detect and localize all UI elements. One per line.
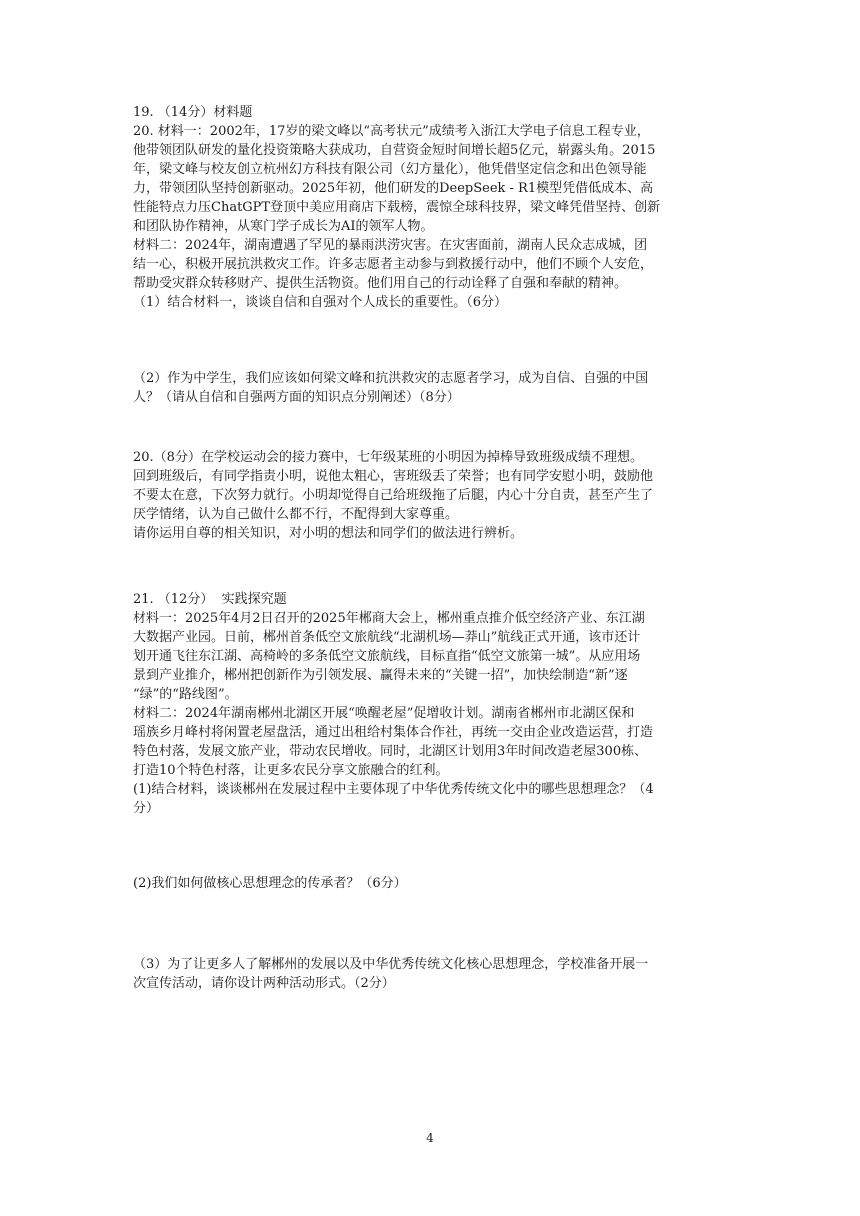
- q19-material2-line: 帮助受灾群众转移财产、提供生活物资。他们用自己的行动诠释了自强和奉献的精神。: [133, 276, 628, 291]
- q21-title: 21. （12分） 实践探究题: [133, 592, 287, 607]
- q21-material1-line: 景到产业推介，郴州把创新作为引领发展、赢得未来的“关键一招”，加快绘制造“新”逐: [133, 668, 628, 683]
- q21-material2-line: 材料二：2024年湖南郴州北湖区开展“唤醒老屋”促增收计划。湖南省郴州市北湖区保和: [133, 706, 635, 721]
- q21-sub2-line: (2)我们如何做核心思想理念的传承者？（6分）: [133, 876, 407, 891]
- q21-sub1-line: (1)结合材料，谈谈郴州在发展过程中主要体现了中华优秀传统文化中的哪些思想理念？（4: [133, 782, 654, 797]
- q20-line: 厌学情绪，认为自己做什么都不行，不配得到大家尊重。: [133, 507, 459, 522]
- q19-material2-line: 结一心，积极开展抗洪救灾工作。许多志愿者主动参与到救援行动中，他们不顾个人安危，: [133, 257, 654, 272]
- q20-line: 回到班级后，有同学指责小明，说他太粗心，害班级丢了荣誉；也有同学安慰小明，鼓励他: [133, 469, 654, 484]
- q19-material1-line: 性能特点力压ChatGPT登顶中美应用商店下载榜，震惊全球科技界，梁文峰凭借坚持、创新: [133, 200, 661, 215]
- q21-sub1-line: 分）: [133, 801, 160, 816]
- q19-material2-line: 材料二：2024年，湖南遭遇了罕见的暴雨洪涝灾害。在灾害面前，湖南人民众志成城，团: [133, 238, 648, 253]
- question-19: [133, 103, 733, 312]
- q19-sub2-line: （2）作为中学生，我们应该如何梁文峰和抗洪救灾的志愿者学习，成为自信、自强的中国: [133, 371, 649, 386]
- q20-line: 请你运用自尊的相关知识，对小明的想法和同学们的做法进行辨析。: [133, 526, 524, 541]
- q19-material1-line: 年，梁文峰与校友创立杭州幻方科技有限公司（幻方量化），他凭借坚定信念和出色领导能: [133, 162, 647, 177]
- q19-material1-line: 20. 材料一：2002年，17岁的梁文峰以“高考状元”成绩考入浙江大学电子信息工程专业，: [133, 124, 650, 139]
- question-21: [133, 590, 733, 818]
- q19-material1-line: 和团队协作精神，从寒门学子成长为AI的领军人物。: [133, 219, 434, 234]
- question-20: [133, 448, 733, 543]
- q19-material1-line: 他带领团队研发的量化投资策略大获成功，自营资金短时间增长超5亿元，崭露头角。2015: [133, 143, 656, 158]
- q19-sub2-line: 人？（请从自信和自强两方面的知识点分别阐述）（8分）: [133, 390, 460, 405]
- q21-sub-question-3: [133, 955, 733, 993]
- q21-sub-question-2: [133, 874, 733, 893]
- q20-line: 20.（8分）在学校运动会的接力赛中，七年级某班的小明因为掉棒导致班级成绩不理想。: [133, 450, 643, 465]
- q21-material2-line: 打造10个特色村落，让更多农民分享文旅融合的红利。: [133, 763, 449, 778]
- q21-material2-line: 瑶族乡月峰村将闲置老屋盘活，通过出租给村集体合作社，再统一交由企业改造运营，打造: [133, 725, 654, 740]
- q21-material2-line: 特色村落，发展文旅产业，带动农民增收。同时，北湖区计划用3年时间改造老屋300栋、: [133, 744, 648, 759]
- q19-title: 19. （14分）材料题: [133, 105, 253, 120]
- q21-material1-line: 划开通飞往东江湖、高椅岭的多条低空文旅航线，目标直指“低空文旅第一城”。从应用场: [133, 649, 641, 664]
- page-number: 4: [426, 1131, 434, 1145]
- q21-material1-line: 材料一：2025年4月2日召开的2025年郴商大会上，郴州重点推介低空经济产业、东江湖: [133, 611, 645, 626]
- q21-sub3-line: （3）为了让更多人了解郴州的发展以及中华优秀传统文化核心思想理念，学校准备开展一: [133, 957, 649, 972]
- q19-material1-line: 力，带领团队坚持创新驱动。2025年初，他们研发的DeepSeek - R1模型凭借低成本、高: [133, 181, 654, 196]
- q19-sub-question-1: （1）结合材料一，谈谈自信和自强对个人成长的重要性。（6分）: [133, 295, 508, 310]
- q21-material1-line: “绿”的“路线图”。: [133, 687, 238, 702]
- q20-line: 不要太在意，下次努力就行。小明却觉得自己给班级拖了后腿，内心十分自责，甚至产生了: [133, 488, 654, 503]
- q21-sub3-line: 次宣传活动，请你设计两种活动形式。（2分）: [133, 976, 395, 991]
- q21-material1-line: 大数据产业园。日前，郴州首条低空文旅航线“北湖机场—莽山”航线正式开通，该市还计: [133, 630, 641, 645]
- q19-sub-question-2: [133, 369, 733, 407]
